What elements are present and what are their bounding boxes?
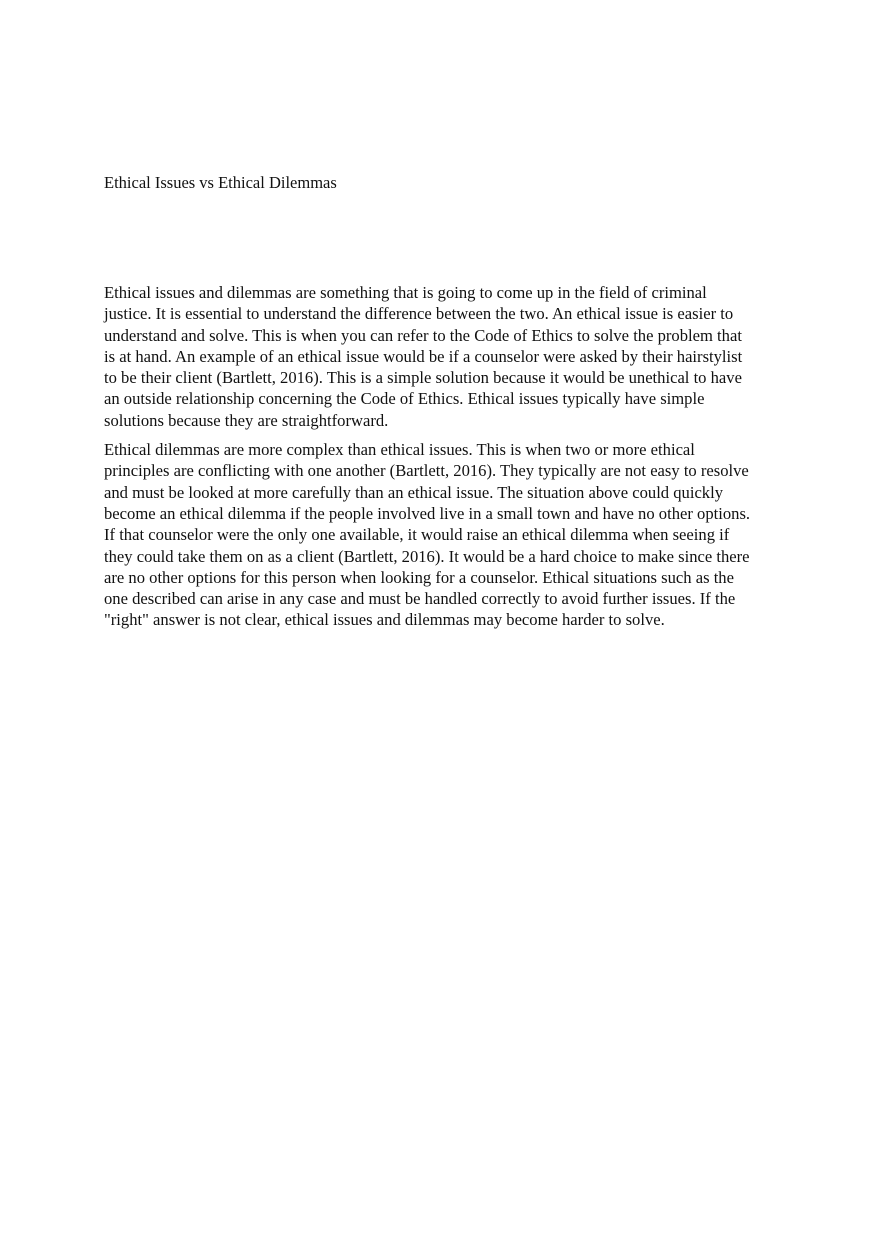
text-line: justice. It is essential to understand the difference between the two. An ethical issue is easier to <box>104 304 734 324</box>
paragraph-ethical-issues <box>104 282 794 431</box>
text-line: If that counselor were the only one available, it would raise an ethical dilemma when seeing if <box>104 525 730 545</box>
text-line: "right" answer is not clear, ethical issues and dilemmas may become harder to solve. <box>104 610 665 630</box>
text-line: understand and solve. This is when you can refer to the Code of Ethics to solve the problem that <box>104 325 742 345</box>
document-body <box>104 282 794 639</box>
text-line: principles are conflicting with one another (Bartlett, 2016). They typically are not easy to resolve <box>104 461 749 481</box>
text-line: solutions because they are straightforward. <box>104 410 389 430</box>
text-line: they could take them on as a client (Bartlett, 2016). It would be a hard choice to make since there <box>104 546 750 566</box>
text-line: to be their client (Bartlett, 2016). This is a simple solution because it would be unethical to have <box>104 368 742 388</box>
text-line: Ethical dilemmas are more complex than ethical issues. This is when two or more ethical <box>104 440 695 460</box>
text-line: an outside relationship concerning the Code of Ethics. Ethical issues typically have simple <box>104 389 705 409</box>
document-title: Ethical Issues vs Ethical Dilemmas <box>104 173 337 192</box>
text-line: become an ethical dilemma if the people involved live in a small town and have no other options. <box>104 503 751 523</box>
text-line: one described can arise in any case and must be handled correctly to avoid further issues. If the <box>104 589 736 609</box>
paragraph-ethical-dilemmas <box>104 439 794 631</box>
text-line: are no other options for this person when looking for a counselor. Ethical situations such as the <box>104 567 734 587</box>
text-line: Ethical issues and dilemmas are something that is going to come up in the field of criminal <box>104 283 707 302</box>
text-line: and must be looked at more carefully than an ethical issue. The situation above could quickly <box>104 482 724 502</box>
text-line: is at hand. An example of an ethical issue would be if a counselor were asked by their hairstylist <box>104 346 743 366</box>
